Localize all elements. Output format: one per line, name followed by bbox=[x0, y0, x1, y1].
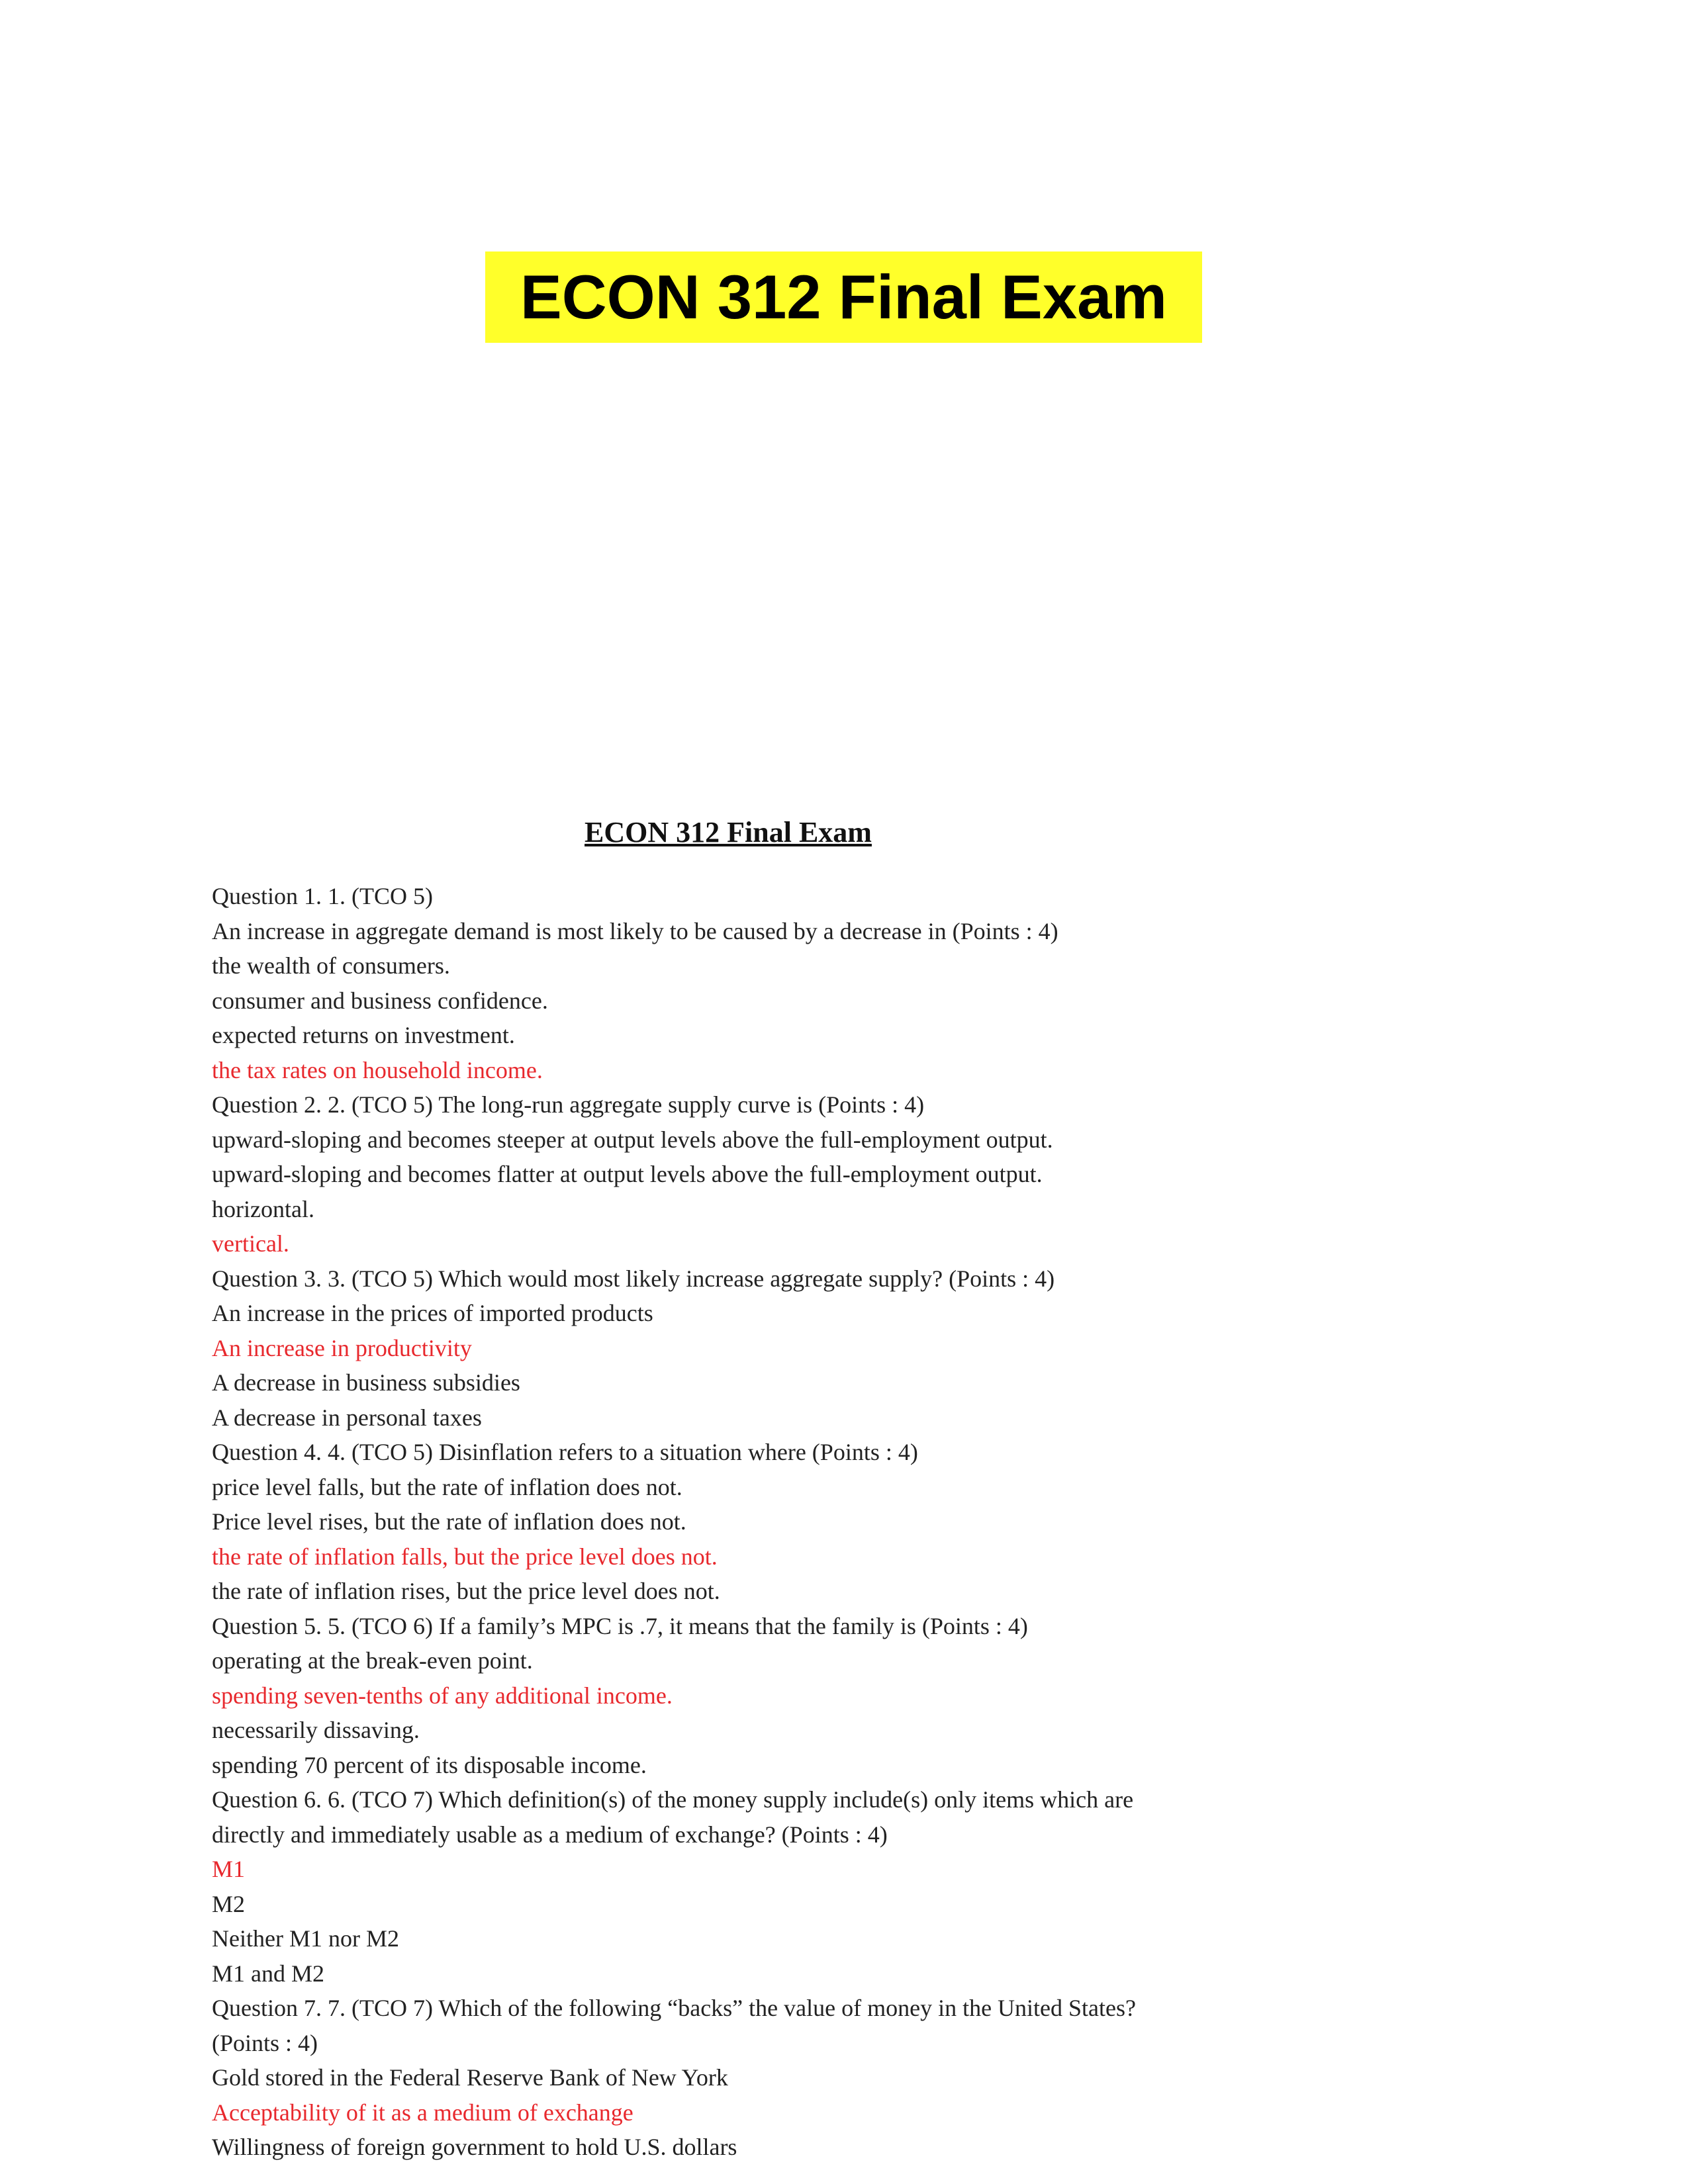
question-line: Question 4. 4. (TCO 5) Disinflation refers to a situation where (Points : 4) bbox=[212, 1439, 918, 1465]
option-line: M2 bbox=[212, 1890, 246, 1917]
option-line: consumer and business confidence. bbox=[212, 987, 548, 1014]
answer-line: Acceptability of it as a medium of exchange bbox=[212, 2099, 633, 2126]
answer-line: spending seven-tenths of any additional income. bbox=[212, 1682, 673, 1709]
option-line: M1 and M2 bbox=[212, 1960, 324, 1987]
question-line: Question 1. 1. (TCO 5) bbox=[212, 883, 433, 909]
option-line: Willingness of foreign government to hold U.S. dollars bbox=[212, 2134, 737, 2160]
option-line: expected returns on investment. bbox=[212, 1022, 515, 1048]
question-line: Question 5. 5. (TCO 6) If a family’s MPC is .7, it means that the family is (Points : 4) bbox=[212, 1612, 1028, 1639]
answer-line: M1 bbox=[212, 1856, 246, 1882]
option-line: (Points : 4) bbox=[212, 2029, 318, 2056]
option-line: upward-sloping and becomes steeper at output levels above the full-employment output. bbox=[212, 1126, 1053, 1153]
title-banner bbox=[485, 251, 1202, 343]
answer-line: the tax rates on household income. bbox=[212, 1056, 543, 1083]
option-line: An increase in aggregate demand is most likely to be caused by a decrease in (Points : 4) bbox=[212, 917, 1058, 944]
answer-line: An increase in productivity bbox=[212, 1334, 472, 1361]
option-line: An increase in the prices of imported products bbox=[212, 1300, 653, 1326]
option-line: necessarily dissaving. bbox=[212, 1717, 420, 1743]
exam-content bbox=[212, 879, 1284, 2165]
option-line: Neither M1 nor M2 bbox=[212, 1925, 399, 1952]
banner-title: ECON 312 Final Exam bbox=[520, 262, 1167, 332]
option-line: Gold stored in the Federal Reserve Bank of New York bbox=[212, 2064, 728, 2091]
question-line: Question 6. 6. (TCO 7) Which definition(s) of the money supply include(s) only items which are bbox=[212, 1786, 1134, 1813]
document-title: ECON 312 Final Exam bbox=[585, 816, 872, 848]
option-line: upward-sloping and becomes flatter at output levels above the full-employment output. bbox=[212, 1161, 1043, 1187]
option-line: A decrease in business subsidies bbox=[212, 1369, 520, 1396]
option-line: directly and immediately usable as a medium of exchange? (Points : 4) bbox=[212, 1821, 888, 1848]
option-line: Price level rises, but the rate of inflation does not. bbox=[212, 1508, 686, 1535]
option-line: spending 70 percent of its disposable income. bbox=[212, 1751, 647, 1778]
option-line: price level falls, but the rate of inflation does not. bbox=[212, 1473, 682, 1500]
option-line: A decrease in personal taxes bbox=[212, 1404, 482, 1431]
question-line: Question 7. 7. (TCO 7) Which of the following “backs” the value of money in the United States? bbox=[212, 1995, 1137, 2021]
option-line: the rate of inflation rises, but the price level does not. bbox=[212, 1578, 720, 1604]
answer-line: the rate of inflation falls, but the price level does not. bbox=[212, 1543, 718, 1570]
question-line: Question 3. 3. (TCO 5) Which would most likely increase aggregate supply? (Points : 4) bbox=[212, 1265, 1055, 1292]
option-line: operating at the break-even point. bbox=[212, 1647, 533, 1674]
question-line: Question 2. 2. (TCO 5) The long-run aggregate supply curve is (Points : 4) bbox=[212, 1091, 925, 1118]
option-line: the wealth of consumers. bbox=[212, 952, 450, 979]
answer-line: vertical. bbox=[212, 1230, 289, 1257]
option-line: horizontal. bbox=[212, 1195, 314, 1222]
